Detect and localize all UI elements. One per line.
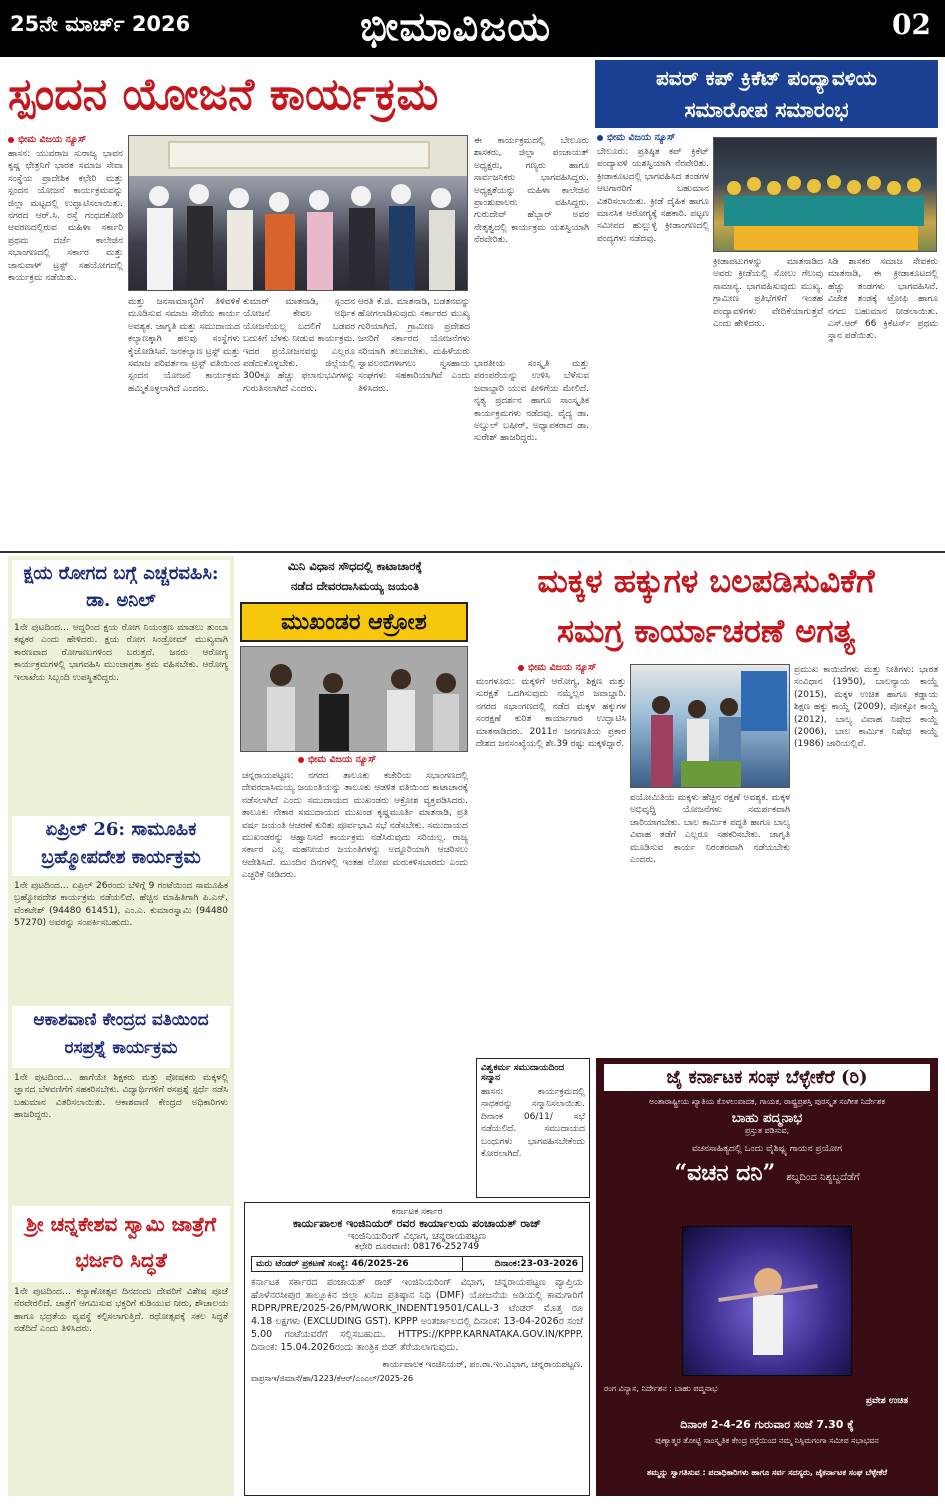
tender-body: ಕರ್ನಾಟಕ ಸರ್ಕಾರದ ಪಂಚಾಯತ್ ರಾಜ್ ಇಂಜಿನಿಯರಿಂಗ್ ವಿಭಾಗ, ಚನ್ನರಾಯಪಟ್ಟಣ ವ್ಯಾಪ್ತಿಯ ಹೊಳೆನರಸೀಪುರ ತಾಲ್ಲೂಕಿನ ಜಿಲ್ಲಾ ಖನಿಜ ಪ್ರತಿಷ್ಠಾನ ನಿಧಿ (DMF) ಯೋಜನೆಯ ಅಡಿಯಲ್ಲಿ ಕಾಮಗಾರಿಗೆ RDPR/PRE/2025-26/PM/WORK_INDENT19501/CALL-3 ಟೆಂಡರ್ ಮೊತ್ತ ರೂ 4.18 ಲಕ್ಷಗಳು (EXCLUDING GST). KPPP ಅಂತರ್ಜಾಲದಲ್ಲಿ ದಿನಾಂಕ: 13-04-2026ರ ಸಂಜೆ 5.00 ಗಂಟೆಯವರೆಗೆ ಸಲ್ಲಿಸಬಹುದು. HTTPS://KPPP.KARNATAKA.GOV.IN/KPPP. ದಿನಾಂಕ: 15.04.2026ರಂದು ತಾಂತ್ರಿಕ ಬಿಡ್ ತೆರೆಯಲಾಗುವುದು.	[251, 1277, 583, 1353]
ad-flute-player	[683, 1227, 853, 1377]
jayanti-kicker-line1: ಮಿನಿ ವಿಧಾನ ಸೌಧದಲ್ಲಿ ಕಾಟಾಚಾರಕ್ಕೆ	[287, 559, 423, 573]
ad-artist: ಬಾಹು ಪದ್ಮನಾಭ	[731, 1111, 803, 1126]
jayanti-byline	[298, 752, 458, 766]
lead-column-5: ಈ ಕಾರ್ಯಕ್ರಮದಲ್ಲಿ ಬೇಲೂರು ಶಾಸಕರು, ಜಿಲ್ಲಾ ಪಂಚಾಯತ್ ಅಧ್ಯಕ್ಷರು, ಗಣ್ಯರು ಹಾಗೂ ಸಾರ್ವಜನಿಕರು ಭಾಗವಹಿಸಿದ್ದರು. ಅಧ್ಯಕ್ಷತೆಯನ್ನು ಮಹಿಳಾ ಕಾಲೇಜಿನ ಪ್ರಾಂಶುಪಾಲರು ವಹಿಸಿದ್ದರು. ಗುರುದೇವ್ ಹೆಬ್ಬಾರ್ ಅವರ ನೇತೃತ್ವದಲ್ಲಿ ಕಾರ್ಯಕ್ರಮ ಯಶಸ್ವಿಯಾಗಿ ನೆರವೇರಿತು.	[474, 136, 589, 246]
lead-column-6: ಭಾರತೀಯ ಸಂಸ್ಕೃತಿ ಮತ್ತು ಪರಂಪರೆಯನ್ನು ಉಳಿಸಿ ಬೆಳೆಸುವ ಜವಾಬ್ದಾರಿ ಯುವ ಪೀಳಿಗೆಯ ಮೇಲಿದೆ. ನೃತ್ಯ ಪ್ರದರ್ಶನ ಹಾಗೂ ಸಾಂಸ್ಕೃತಿಕ ಕಾರ್ಯಕ್ರಮಗಳು ನಡೆದವು. ವೈದ್ಯ ಡಾ. ಅಬ್ದುಲ್ ಬಷೀರ್, ಅಧ್ಯಾಪಕರಾದ ಡಾ. ಸುರೇಶ್ ಹಾಜರಿದ್ದರು.	[474, 359, 589, 444]
issue-date: 25ನೇ ಮಾರ್ಚ್ 2026	[10, 12, 191, 36]
ad-tagline: ವಚನಸಾಹಿತ್ಯದಲ್ಲಿ ಒಂದು ವೈಶಿಷ್ಟ್ಯ ಗಾಯನ ಪ್ರಯೋಗ	[691, 1144, 843, 1154]
sports-column-1: ಬೇಲೂರು: ಪ್ರತಿಷ್ಠಿತ ಕಪ್ ಕ್ರಿಕೆಟ್ ಪಂದ್ಯಾವಳಿ ಯಶಸ್ವಿಯಾಗಿ ನೆರವೇರಿತು. ಕ್ರೀಡಾಕೂಟದಲ್ಲಿ ಭಾಗವಹಿಸಿದ ತಂಡಗಳ ಆಟಗಾರರಿಗೆ ಬಹುಮಾನ ವಿತರಿಸಲಾಯಿತು. ಕ್ರೀಡೆ ದೈಹಿಕ ಹಾಗೂ ಮಾನಸಿಕ ಆರೋಗ್ಯಕ್ಕೆ ಸಹಕಾರಿ. ಪಟ್ಟಣ ಸಮೀಪದ ಹುಲ್ಲುಳ್ಳಿ ಕ್ರೀಡಾಂಗಣದಲ್ಲಿ ಪಂದ್ಯಗಳು ನಡೆದವು.	[597, 147, 709, 244]
radio-body: 1ನೇ ಪುಟದಿಂದ… ಹಾಗೆಯೇ ಶಿಕ್ಷಕರು ಮತ್ತು ಪೋಷಕರು ಮಕ್ಕಳಲ್ಲಿ ಜ್ಞಾನದ ಬೆಳವಣಿಗೆಗೆ ಸಹಕರಿಸಬೇಕು. ವಿದ್ಯಾರ್ಥಿಗಳಿಗೆ ರಸಪ್ರಶ್ನೆ ಸ್ಪರ್ಧೆ ನಡೆಸಿ ಬಹುಮಾನ ವಿತರಿಸಲಾಯಿತು. ಆಕಾಶವಾಣಿ ಕೇಂದ್ರದ ಅಧಿಕಾರಿಗಳು ಹಾಜರಿದ್ದರು.	[14, 1073, 228, 1121]
ad-date: ದಿನಾಂಕ 2-4-26 ಗುರುವಾರ ಸಂಜೆ 7.30 ಕ್ಕೆ	[680, 1418, 854, 1431]
tender-notice	[244, 1202, 590, 1496]
jayanti-kicker-line2: ನಡೆದ ದೇವರದಾಸಿಮಯ್ಯ ಜಯಂತಿ	[291, 579, 419, 593]
child-column-3: ಪ್ರಮುಖ ಕಾಯಿದೆಗಳು ಮತ್ತು ನೀತಿಗಳು: ಭಾರತ ಸಂವಿಧಾನ (1950), ಬಾಲನ್ಯಾಯ ಕಾಯ್ದೆ (2015), ಮಕ್ಕಳ ಉಚಿತ ಹಾಗೂ ಕಡ್ಡಾಯ ಶಿಕ್ಷಣ ಹಕ್ಕು ಕಾಯ್ದೆ (2009), ಪೋಕ್ಸೋ ಕಾಯ್ದೆ (2012), ಬಾಲ್ಯ ವಿವಾಹ ನಿಷೇಧ ಕಾಯ್ದೆ (2006), ಬಾಲ ಕಾರ್ಮಿಕ ನಿಷೇಧ ಕಾಯ್ದೆ (1986) ಜಾರಿಯಲ್ಲಿವೆ.	[794, 665, 938, 750]
jatre-headline: ಶ್ರೀ ಚನ್ನಕೇಶವ ಸ್ವಾಮಿ ಜಾತ್ರೆಗೆ ಭರ್ಜರಿ ಸಿದ್ಧತೆ	[25, 1212, 217, 1272]
tender-phone: ಕಛೇರಿ ದೂರವಾಣಿ: 08176-252749	[354, 1242, 480, 1252]
radio-headline: ಆಕಾಶವಾಣಿ ಕೇಂದ್ರದ ವತಿಯಿಂದ ರಸಪ್ರಶ್ನೆ ಕಾರ್ಯಕ್ರಮ	[12, 1006, 230, 1068]
child-headline-box	[474, 556, 938, 660]
newspaper-name: ಭೀಮಾವಿಜಯ	[360, 3, 552, 50]
jayanti-photo-figures	[241, 647, 468, 752]
tender-notice-date: ದಿನಾಂಕ:23-03-2026	[462, 1257, 582, 1272]
jayanti-kicker	[240, 556, 470, 598]
ad-show-suffix: ಶಬ್ದದಿಂದ ನಿಶ್ಯಬ್ದದೆಡೆಗೆ	[786, 1172, 860, 1183]
classified-title: ವಿಶ್ವಕರ್ಮ ಸಮುದಾಯದಿಂದ ಸನ್ಮಾನ	[481, 1063, 565, 1083]
team-photo-figures	[714, 138, 937, 252]
jayanti-byline-text: ಭೀಮ ವಿಜಯ ನ್ಯೂಸ್	[308, 754, 377, 765]
tb-headline: ಕ್ಷಯ ರೋಗದ ಬಗ್ಗೆ ಎಚ್ಚರವಹಿಸಿ: ಡಾ. ಅನಿಲ್	[12, 560, 230, 618]
child-column-1: ಮಂಗಳೂರು: ಮಕ್ಕಳಿಗೆ ಆರೋಗ್ಯ, ಶಿಕ್ಷಣ ಮತ್ತು ಸುರಕ್ಷತೆ ಒದಗಿಸುವುದು ನಮ್ಮೆಲ್ಲರ ಜವಾಬ್ದಾರಿ. ನಗರದ ಸಭಾಂಗಣದಲ್ಲಿ ನಡೆದ ಮಕ್ಕಳ ಹಕ್ಕುಗಳ ಸಂರಕ್ಷಣೆ ಕುರಿತ ಕಾರ್ಯಾಗಾರ ಉದ್ಘಾಟಿಸಿ ಮಾತನಾಡಿದರು. 2011ರ ಜನಗಣತಿಯ ಪ್ರಕಾರ ದೇಶದ ಜನಸಂಖ್ಯೆಯಲ್ಲಿ ಶೇ.39 ರಷ್ಟು ಮಕ್ಕಳಿದ್ದಾರೆ.	[476, 677, 626, 750]
ad-title: ಜೈ ಕರ್ನಾಟಕ ಸಂಘ ಬೆಳ್ಳೇಕೆರೆ (ರಿ)	[604, 1064, 930, 1091]
child-column-2: ವಯೋಮಿತಿಯ ಮಕ್ಕಳು ಹೆಚ್ಚಿನ ರಕ್ಷಣೆ ಅವಶ್ಯಕ. ಮಕ್ಕಳ ಅಭಿವೃದ್ಧಿ ಯೋಜನೆಗಳು ಸಮರ್ಪಕವಾಗಿ ಜಾರಿಯಾಗಬೇಕು. ಬಾಲ ಕಾರ್ಮಿಕ ಪದ್ಧತಿ ಹಾಗೂ ಬಾಲ್ಯ ವಿವಾಹ ತಡೆಗೆ ಎಲ್ಲರೂ ಸಹಕರಿಸಬೇಕು. ಜಾಗೃತಿ ಮೂಡಿಸುವ ಕಾರ್ಯ ನಿರಂತರವಾಗಿ ನಡೆಯಬೇಕು ಎಂದರು.	[630, 793, 790, 866]
tb-body: 1ನೇ ಪುಟದಿಂದ… ಆದ್ದರಿಂದ ಕ್ಷಯ ರೋಗ ನಿಯಂತ್ರಣ ಮಾಡಲು ತುಂಬಾ ಕಷ್ಟಕರ ಎಂದು ಹೇಳಿದರು. ಕ್ಷಯ ರೋಗ ಸಿಂಡ್ರೋಮ್ ಮುಖ್ಯವಾಗಿ ಕಾರಣವಾದ ರೋಗಾಣುಗಳಿಂದ ಬರುತ್ತದೆ. ಜನರು ಆರೋಗ್ಯ ಕಾರ್ಯಕ್ರಮಗಳಲ್ಲಿ ಭಾಗವಹಿಸಿ ಮುಂಜಾಗ್ರತಾ ಕ್ರಮ ವಹಿಸಬೇಕು. ಆರೋಗ್ಯ ಇಲಾಖೆಯ ಸಿಬ್ಬಂದಿ ಉಪಸ್ಥಿತರಿದ್ದರು.	[14, 623, 228, 683]
child-byline-text: ಭೀಮ ವಿಜಯ ನ್ಯೂಸ್	[528, 662, 597, 673]
lead-byline-text: ಭೀಮ ವಿಜಯ ನ್ಯೂಸ್	[18, 134, 87, 145]
ad-venue: ಪುಣ್ಯಾತ್ಮರ ತೋಟ್ಟಿ ಸಾಂಸ್ಕೃತಿಕ ಕೇಂದ್ರ ರಸ್ತೆಯಿಂದ ನಮ್ಮ ನಿಸ್ಸಿಮಗಂಗಾ ಸಮೀಪ ಸಭಾಭವನ	[655, 1436, 879, 1445]
jatre-headline-box	[12, 1206, 230, 1282]
ad-credits: ರಂಗ ವಿನ್ಯಾಸ, ನಿರ್ದೇಶನ : ಬಾಹು ಪದ್ಮನಾಭ	[604, 1384, 718, 1393]
lead-headline: ಸ್ಪಂದನ ಯೋಜನೆ ಕಾರ್ಯಕ್ರಮ	[8, 69, 439, 120]
sports-headline-line2: ಸಮಾರೋಪ ಸಮಾರಂಭ	[684, 97, 849, 122]
classified-box	[476, 1058, 590, 1198]
sports-column-2: ಕ್ರೀಡಾಪಟುಗಳನ್ನು ಮಾತನಾಡಿದ ಅವರು ಕ್ರೀಡೆಯಲ್ಲಿ ಸೋಲು ಗೆಲುವು ಸಾಮಾನ್ಯ. ಭಾಗವಹಿಸುವುದು ಮುಖ್ಯ. ಗ್ರಾಮೀಣ ಪ್ರತಿಭೆಗಳಿಗೆ ಇಂತಹ ಪಂದ್ಯಾವಳಿಗಳು ವೇದಿಕೆಯಾಗುತ್ತವೆ ಎಂದು ಹೇಳಿದರು.	[713, 257, 823, 330]
sports-headline-line1: ಪವರ್ ಕಪ್ ಕ್ರಿಕೆಟ್ ಪಂದ್ಯಾವಳಿಯ	[655, 66, 878, 90]
lead-photo-figures	[129, 136, 468, 291]
lead-column-2: ಮತ್ತು ಜನಸಾಮಾನ್ಯರಿಗೆ ತಿಳಿವಳಿಕೆ ಮೂಡಿಸುವ ಸಮಾಜ ಸೇವೆಯ ಕಾರ್ಯ ಅವಶ್ಯಕ. ಜಾಗೃತಿ ಮತ್ತು ಸಮುದಾಯದ ಕಲ್ಯಾಣಕ್ಕಾಗಿ ಹಲವು ಸಂಸ್ಥೆಗಳು ಕೈಜೋಡಿಸಿವೆ. ಜನಕಲ್ಯಾಣ ಟ್ರಸ್ಟ್ ಮತ್ತು ಸಮಾಜ ಪರಿವರ್ತನಾ ಟ್ರಸ್ಟ್ ವತಿಯಿಂದ ಸ್ಪಂದನ ಯೋಜನೆ ಕಾರ್ಯಕ್ರಮ ಹಮ್ಮಿಕೊಳ್ಳಲಾಗಿದೆ ಎಂದರು.	[128, 297, 240, 394]
lead-headline-box	[8, 64, 588, 130]
classified-body: ಹಾಸನ: ಕಾರ್ಯಕ್ರಮದಲ್ಲಿ ಸಾಧಕರನ್ನು ಸನ್ಮಾನಿಸಲಾಯಿತು. ದಿನಾಂಕ 06/11/ ಸಭೆ ನಡೆಯಲಿದೆ. ಸಮುದಾಯದ ಬಂಧುಗಳು ಭಾಗವಹಿಸಬೇಕೆಂದು ಕೋರಲಾಗಿದೆ.	[481, 1087, 585, 1160]
jayanti-photo	[240, 646, 468, 752]
ad-footer: ತಮ್ಮನ್ನು ಸ್ವಾಗತಿಸುವ : ಪದಾಧಿಕಾರಿಗಳು ಹಾಗೂ ಸರ್ವ ಸದಸ್ಯರು, ಜೈಕರ್ನಾಟಕ ಸಂಘ ಬೆಳ್ಳೇಕೆರೆ	[646, 1468, 888, 1477]
sports-byline	[597, 130, 712, 144]
tender-notice-no: ಮರು ಟೆಂಡರ್ ಪ್ರಕಟಣೆ ಸಂಖ್ಯೆ: 46/2025-26	[252, 1257, 463, 1272]
tender-signature: ಕಾರ್ಯಪಾಲಕ ಇಂಜಿನಿಯರ್, ಪಂ.ರಾ.ಇಂ.ವಿಭಾಗ, ಚನ್ನರಾಯಪಟ್ಟಣ.	[382, 1360, 583, 1370]
tender-division: ಇಂಜಿನಿಯರಿಂಗ್ ವಿಭಾಗ, ಚನ್ನರಾಯಪಟ್ಟಣ	[347, 1231, 487, 1242]
sports-byline-text: ಭೀಮ ವಿಜಯ ನ್ಯೂಸ್	[607, 132, 676, 143]
child-headline-line1: ಮಕ್ಕಳ ಹಕ್ಕುಗಳ ಬಲಪಡಿಸುವಿಕೆಗೆ	[537, 562, 875, 600]
brahmo-body: 1ನೇ ಪುಟದಿಂದ… ಏಪ್ರಿಲ್ 26ರಂದು ಬೆಳಿಗ್ಗೆ 9 ಗಂಟೆಯಿಂದ ಸಾಮೂಹಿಕ ಬ್ರಹ್ಮೋಪದೇಶ ಕಾರ್ಯಕ್ರಮ ನಡೆಯಲಿದೆ. ಹೆಚ್ಚಿನ ಮಾಹಿತಿಗಾಗಿ ಪಿ.ಎನ್. ವೆಂಕಟೇಶ್ (94480 61451), ಎಂ.ಎ. ಕುಮಾರಸ್ವಾಮಿ (94480 57270) ಅವರನ್ನು ಸಂಪರ್ಕಿಸಬಹುದು.	[14, 881, 228, 929]
lead-column-1: ಹಾಸನ: ಯುವರಾಜ ಸುರಾಜ್ಯ ಭಾವನ ಕೃಷ್ಣ ಛೇತ್ರನಿಗೆ ಭಾರತ ಸಮಾಜ ಸೇವಾ ಸಂಸ್ಥೆಯ ಪ್ರಾದೇಶಿಕ ಕಛೇರಿ ಮತ್ತು ಸ್ಪಂದನ ಯೋಜನೆ ಕಾರ್ಯಕ್ರಮವನ್ನು ಜಿಲ್ಲಾ ಮಟ್ಟದಲ್ಲಿ ಉದ್ಘಾಟಿಸಲಾಯಿತು. ನಗರದ ಆರ್.ಸಿ. ರಸ್ತೆ ಗಂಧದಕೋಠಿ ಆವರಣದಲ್ಲಿರುವ ಮಹಿಳಾ ಸರ್ಕಾರಿ ಪ್ರಥಮ ದರ್ಜೆ ಕಾಲೇಜಿನ ಸಭಾಂಗಣದಲ್ಲಿ ಸರ್ಕಾರ ಮತ್ತು ಜಾನುವಾಳ್ ಟ್ರಸ್ಟ್ ಸಹಯೋಗದಲ್ಲಿ ಕಾರ್ಯಕ್ರಮ ನಡೆಯಿತು.	[8, 149, 123, 284]
jayanti-body: ಚನ್ನರಾಯಪಟ್ಟಣ: ನಗರದ ತಾಲೂಕು ಕಚೇರಿಯ ಸಭಾಂಗಣದಲ್ಲಿ ದೇವರದಾಸಿಮಯ್ಯ ಜಯಂತಿಯನ್ನು ತಾಲೂಕು ಆಡಳಿತ ವತಿಯಿಂದ ಕಾಟಾಚಾರಕ್ಕೆ ನಡೆಸಲಾಗಿದೆ ಎಂದು ಸಮುದಾಯದ ಮುಖಂಡರು ಆಕ್ರೋಶ ವ್ಯಕ್ತಪಡಿಸಿದರು. ತಾಲೂಕು ನೇಕಾರ ಸಮುದಾಯದ ಮುಖಂಡ ಕೃಷ್ಣಮೂರ್ತಿ ಮಾತನಾಡಿ, ಪ್ರತಿ ವರ್ಷ ಜಯಂತಿ ಆಚರಣೆ ಕುರಿತು ಪೂರ್ವಭಾವಿ ಸಭೆ ನಡೆಸಬೇಕು. ಸಮುದಾಯದ ಮುಖಂಡರನ್ನು ಆಹ್ವಾನಿಸದೆ ಕಾರ್ಯಕ್ರಮ ನಡೆಸಿರುವುದು ಸರಿಯಲ್ಲ. ರಾಜ್ಯ ಸರ್ಕಾರ ಎಲ್ಲ ಮಹನೀಯರ ಜಯಂತಿಗಳನ್ನು ಅದ್ದೂರಿಯಾಗಿ ಆಚರಿಸಲು ಆದೇಶಿಸಿದೆ. ಮುಂದಿನ ದಿನಗಳಲ್ಲಿ ಇಂತಹ ಲೋಪ ಮರುಕಳಿಸಬಾರದು ಎಂದು ಎಚ್ಚರಿಕೆ ನೀಡಿದರು.	[242, 771, 468, 881]
cultural-event-ad	[596, 1058, 938, 1496]
ad-entry: ಪ್ರವೇಶ ಉಚಿತ	[865, 1396, 908, 1406]
lead-byline	[8, 132, 123, 146]
lead-column-4: ಆರತಿ ಕೆ.ಜಿ. ಮಾತನಾಡಿ, ಬಡತನವನ್ನು ಹೋಗಲಾಡಿಸುವುದು ಸರ್ಕಾರದ ಮುಖ್ಯ ಗುರಿಯಾಗಿದೆ. ಗ್ರಾಮೀಣ ಪ್ರದೇಶದ ಜನರಿಗೆ ಸರ್ಕಾರದ ಯೋಜನೆಗಳು ಸರಿಯಾಗಿ ತಲುಪಬೇಕು. ಮಹಿಳೆಯರು ಸ್ವಾವಲಂಬಿಗಳಾಗಲು ಸ್ವಸಹಾಯ ಸಂಘಗಳು ಸಹಕಾರಿಯಾಗಿವೆ ಎಂದು ತಿಳಿಸಿದರು.	[358, 297, 470, 394]
sports-headline-band	[595, 60, 938, 128]
ad-show-title: “ವಚನ ದನಿ”	[674, 1160, 776, 1186]
masthead	[0, 0, 945, 57]
lead-column-3: ಕುಮಾರ್ ಮಾತನಾಡಿ, ಸ್ಪಂದನ ಯೋಜನೆ ಕೇವಲ ಅರ್ಥಿಕ ಯೋಜನೆಯಲ್ಲ ಬದಲಿಗೆ ಬಡವರ ಬದುಕಿಗೆ ಬೆಳಕು ನೀಡುವ ಕಾರ್ಯಕ್ರಮ. ಇದರ ಪ್ರಯೋಜನವನ್ನು ಎಲ್ಲರೂ ಪಡೆದುಕೊಳ್ಳಬೇಕು. ಜಿಲ್ಲೆಯಲ್ಲಿ 300ಕ್ಕೂ ಹೆಚ್ಚು ಫಲಾನುಭವಿಗಳನ್ನು ಗುರುತಿಸಲಾಗಿದೆ ಎಂದರು.	[243, 297, 355, 394]
jayanti-headline: ಮುಖಂಡರ ಆಕ್ರೋಶ	[281, 609, 427, 635]
child-event-photo	[630, 664, 790, 788]
ad-performer-image	[682, 1226, 852, 1376]
lead-event-photo	[128, 135, 468, 291]
tender-gov: ಕರ್ನಾಟಕ ಸರ್ಕಾರ	[391, 1207, 443, 1217]
child-headline-line2: ಸಮಗ್ರ ಕಾರ್ಯಾಚರಣೆ ಅಗತ್ಯ	[556, 612, 856, 650]
jatre-body: 1ನೇ ಪುಟದಿಂದ… ಕಲ್ಯಾಣೋತ್ಸವ ದಿನದಂದು ದೇವರಿಗೆ ವಿಶೇಷ ಪೂಜೆ ನೆರವೇರಲಿದೆ. ಜಾತ್ರೆಗೆ ಆಗಮಿಸುವ ಭಕ್ತರಿಗೆ ಕುಡಿಯುವ ನೀರು, ಶೌಚಾಲಯ ಹಾಗೂ ಭದ್ರತೆಯ ವ್ಯವಸ್ಥೆ ಕಲ್ಪಿಸಲಾಗುತ್ತಿದೆ. ರಥೋತ್ಸವಕ್ಕೆ ಸಕಲ ಸಿದ್ಧತೆ ನಡೆದಿದೆ ಎಂದು ತಿಳಿಸಿದರು.	[14, 1287, 228, 1335]
page-number: 02	[892, 8, 931, 41]
cricket-team-photo	[713, 137, 937, 252]
brahmo-headline: ಏಪ್ರಿಲ್ 26: ಸಾಮೂಹಿಕ ಬ್ರಹ್ಮೋಪದೇಶ ಕಾರ್ಯಕ್ರಮ	[12, 816, 230, 876]
jayanti-headline-box	[240, 602, 468, 642]
ad-subtitle: ಅಂತಾರಾಷ್ಟ್ರೀಯ ಖ್ಯಾತಿಯ ಕೊಳಲುವಾದಕ, ಗಾಯಕ, ರಾಷ್ಟ್ರಪ್ರಶಸ್ತಿ ಪುರಸ್ಕೃತ ಸಂಗೀತ ನಿರ್ದೇಶಕ	[648, 1097, 886, 1106]
child-photo-figures	[631, 665, 790, 788]
ad-artist-role: ಪ್ರಸ್ತುತ ಪಡಿಸುವ,	[744, 1126, 790, 1135]
tender-number-row	[251, 1256, 583, 1272]
section-divider	[0, 551, 945, 553]
sports-column-3: ಸಿಡಿ ಶಾಸಕರ ಸಮಾಜ ಸೇವಕರು ಮಾತನಾಡಿ, ಈ ಕ್ರೀಡಾಕೂಟದಲ್ಲಿ ಹೆಚ್ಚು ತಂಡಗಳು ಭಾಗವಹಿಸಿವೆ. ವಿಜೇತ ತಂಡಕ್ಕೆ ಟ್ರೋಫಿ ಹಾಗೂ ನಗದು ಬಹುಮಾನ ನೀಡಲಾಯಿತು. ಎಸ್.ಆರ್ 66 ಕ್ರಿಕೆಟರ್ಸ್ ಪ್ರಥಮ ಸ್ಥಾನ ಪಡೆಯಿತು.	[828, 257, 938, 342]
tender-office: ಕಾರ್ಯಪಾಲಕ ಇಂಜಿನಿಯರ್ ರವರ ಕಾರ್ಯಾಲಯ ಪಂಚಾಯತ್ ರಾಜ್	[292, 1217, 542, 1230]
tender-ref: ವಾಪ್ರಸಾಇ/ಜಿಮಾಸೆ/ಹಾ/1223/ಕೆಆರ್/ಎಂಎಲ್/2025-26	[251, 1374, 414, 1383]
